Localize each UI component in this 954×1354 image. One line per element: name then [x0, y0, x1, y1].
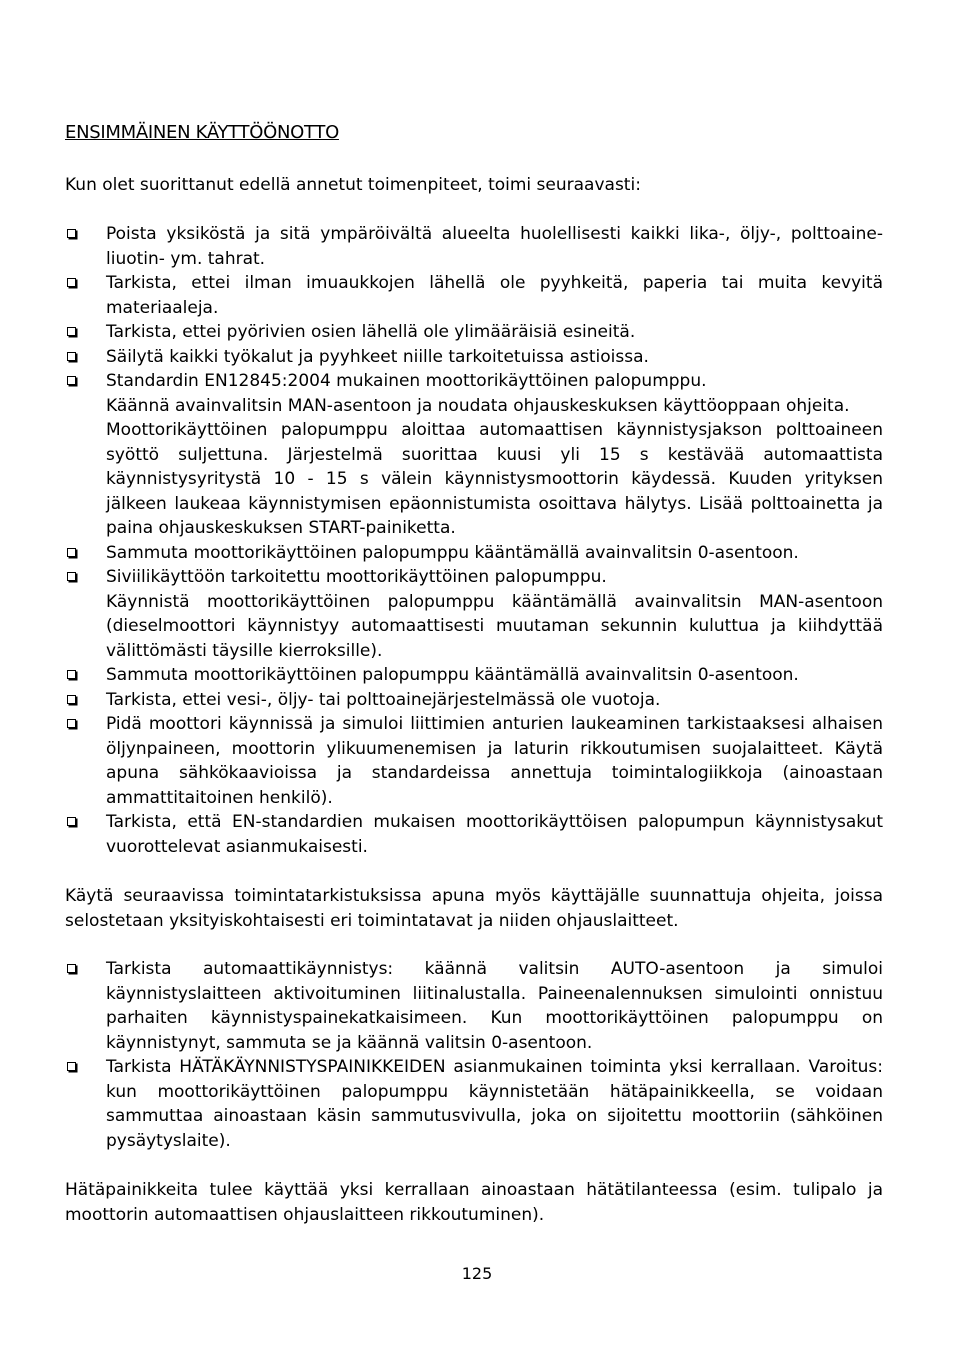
checkbox-bullet-icon: [67, 572, 76, 581]
checklist-item: [65, 1055, 883, 1153]
checklist-item: [65, 369, 883, 541]
checklist-second: [65, 957, 883, 1153]
checklist-item-text: Tarkista HÄTÄKÄYNNISTYSPAINIKKEIDEN asianmukainen toiminta yksi kerrallaan. Varoitus: kun moottorikäyttöinen palopumppu käynnistetään hätäpainikkeella, se voidaan sammuttaa ainoastaan käsin sammutusvivulla, joka on sijoitettu moottoriin (sähköinen pysäytyslaite).: [106, 1057, 883, 1151]
checkbox-bullet-icon: [67, 229, 76, 238]
checkbox-bullet-icon: [67, 670, 76, 679]
checkbox-bullet-icon: [67, 817, 76, 826]
checklist-item-text: Käynnistä moottorikäyttöinen palopumppu kääntämällä avainvalitsin MAN-asentoon (dieselmoottori käynnistyy automaattisesti muutaman sekunnin kuluttua ja kiihdyttää välittömästi täysille kierroksille).: [106, 591, 883, 661]
checkbox-bullet-icon: [67, 376, 76, 385]
checklist-item-text: Sammuta moottorikäyttöinen palopumppu kääntämällä avainvalitsin 0-asentoon.: [106, 542, 799, 563]
checklist-item-text: Moottorikäyttöinen palopumppu aloittaa automaattisen käynnistysjakson polttoaineen syöttö suljettuna. Järjestelmä suorittaa kuusi yli 15 s kestävää automaattista käynnistysyritystä 10 - 15 s välein käynnistysmoottorin käydessä. Kuuden yrityksen jälkeen laukeaa käynnistymisen epäonnistumista osoittava hälytys. Lisää polttoainetta ja paina ohjauskeskuksen START-painiketta.: [106, 420, 883, 538]
checklist-item: [65, 320, 883, 345]
checklist-item-text: Käännä avainvalitsin MAN-asentoon ja noudata ohjauskeskuksen käyttöoppaan ohjeita.: [106, 395, 850, 416]
checkbox-bullet-icon: [67, 964, 76, 973]
checklist-item-text: Tarkista, ettei pyörivien osien lähellä ole ylimääräisiä esineitä.: [106, 322, 636, 342]
checklist-item: [65, 541, 883, 566]
checkbox-bullet-icon: [67, 352, 76, 361]
checkbox-bullet-icon: [67, 1062, 76, 1071]
checklist-item-text: Siviilikäyttöön tarkoitettu moottorikäyttöinen palopumppu.: [106, 567, 607, 587]
closing-paragraph: Hätäpainikkeita tulee käyttää yksi kerrallaan ainoastaan hätätilanteessa (esim. tulipalo ja moottorin automaattisen ohjauslaitteen rikkoutuminen).: [65, 1180, 883, 1225]
checklist-item-text: Pidä moottori käynnissä ja simuloi liittimien anturien laukeaminen tarkistaaksesi alhaisen öljynpaineen, moottorin ylikuumenemisen ja laturin rikkoutumisen suojalaitteet. Käytä apuna sähkökaavioissa ja standardeissa annettuja toimintalogiikkoja (ainoastaan ammattitaitoinen henkilö).: [106, 714, 883, 808]
checklist-item-text: Tarkista, ettei vesi-, öljy- tai polttoainejärjestelmässä ole vuotoja.: [106, 689, 661, 710]
checklist-item: [65, 810, 883, 859]
checklist-item: [65, 222, 883, 271]
intro-paragraph: Kun olet suorittanut edellä annetut toimenpiteet, toimi seuraavasti:: [65, 175, 641, 195]
section-heading: ENSIMMÄINEN KÄYTTÖÖNOTTO: [65, 122, 339, 143]
page-number: 125: [461, 1264, 493, 1283]
checkbox-bullet-icon: [67, 719, 76, 728]
checklist-item: [65, 345, 883, 370]
checklist-item: [65, 271, 883, 320]
checklist-item-text: Säilytä kaikki työkalut ja pyyhkeet niille tarkoitetuissa astioissa.: [106, 346, 649, 367]
checklist-item-text: Tarkista, ettei ilman imuaukkojen lähellä ole pyyhkeitä, paperia tai muita kevyitä materiaaleja.: [106, 273, 883, 318]
checklist-item-text: Poista yksiköstä ja sitä ympäröivältä alueelta huolellisesti kaikki lika-, öljy-, polttoaine-liuotin- ym. tahrat.: [106, 224, 883, 269]
checklist-first: [65, 222, 883, 859]
checkbox-bullet-icon: [67, 278, 76, 287]
checklist-item-text: Standardin EN12845:2004 mukainen moottorikäyttöinen palopumppu.: [106, 371, 707, 391]
checkbox-bullet-icon: [67, 695, 76, 704]
checklist-item: [65, 712, 883, 810]
checklist-item-text: Tarkista, että EN-standardien mukaisen moottorikäyttöisen palopumpun käynnistysakut vuorottelevat asianmukaisesti.: [106, 812, 883, 857]
checklist-item: [65, 565, 883, 663]
checklist-item-text: Tarkista automaattikäynnistys: käännä valitsin AUTO-asentoon ja simuloi käynnistyslaitteen aktivoituminen liitinalustalla. Paineenalennuksen simulointi onnistuu parhaiten käynnistyspainekatkaisimeen. Kun moottorikäyttöinen palopumppu on käynnistynyt, sammuta se ja käännä valitsin 0-asentoon.: [106, 959, 883, 1053]
checklist-item-text: Sammuta moottorikäyttöinen palopumppu kääntämällä avainvalitsin 0-asentoon.: [106, 665, 799, 685]
checkbox-bullet-icon: [67, 327, 76, 336]
checklist-item: [65, 957, 883, 1055]
checkbox-bullet-icon: [67, 548, 76, 557]
checklist-item: [65, 688, 883, 713]
middle-paragraph: Käytä seuraavissa toimintatarkistuksissa apuna myös käyttäjälle suunnattuja ohjeita, joissa selostetaan yksityiskohtaisesti eri toimintatavat ja niiden ohjauslaitteet.: [65, 886, 883, 931]
checklist-item: [65, 663, 883, 688]
